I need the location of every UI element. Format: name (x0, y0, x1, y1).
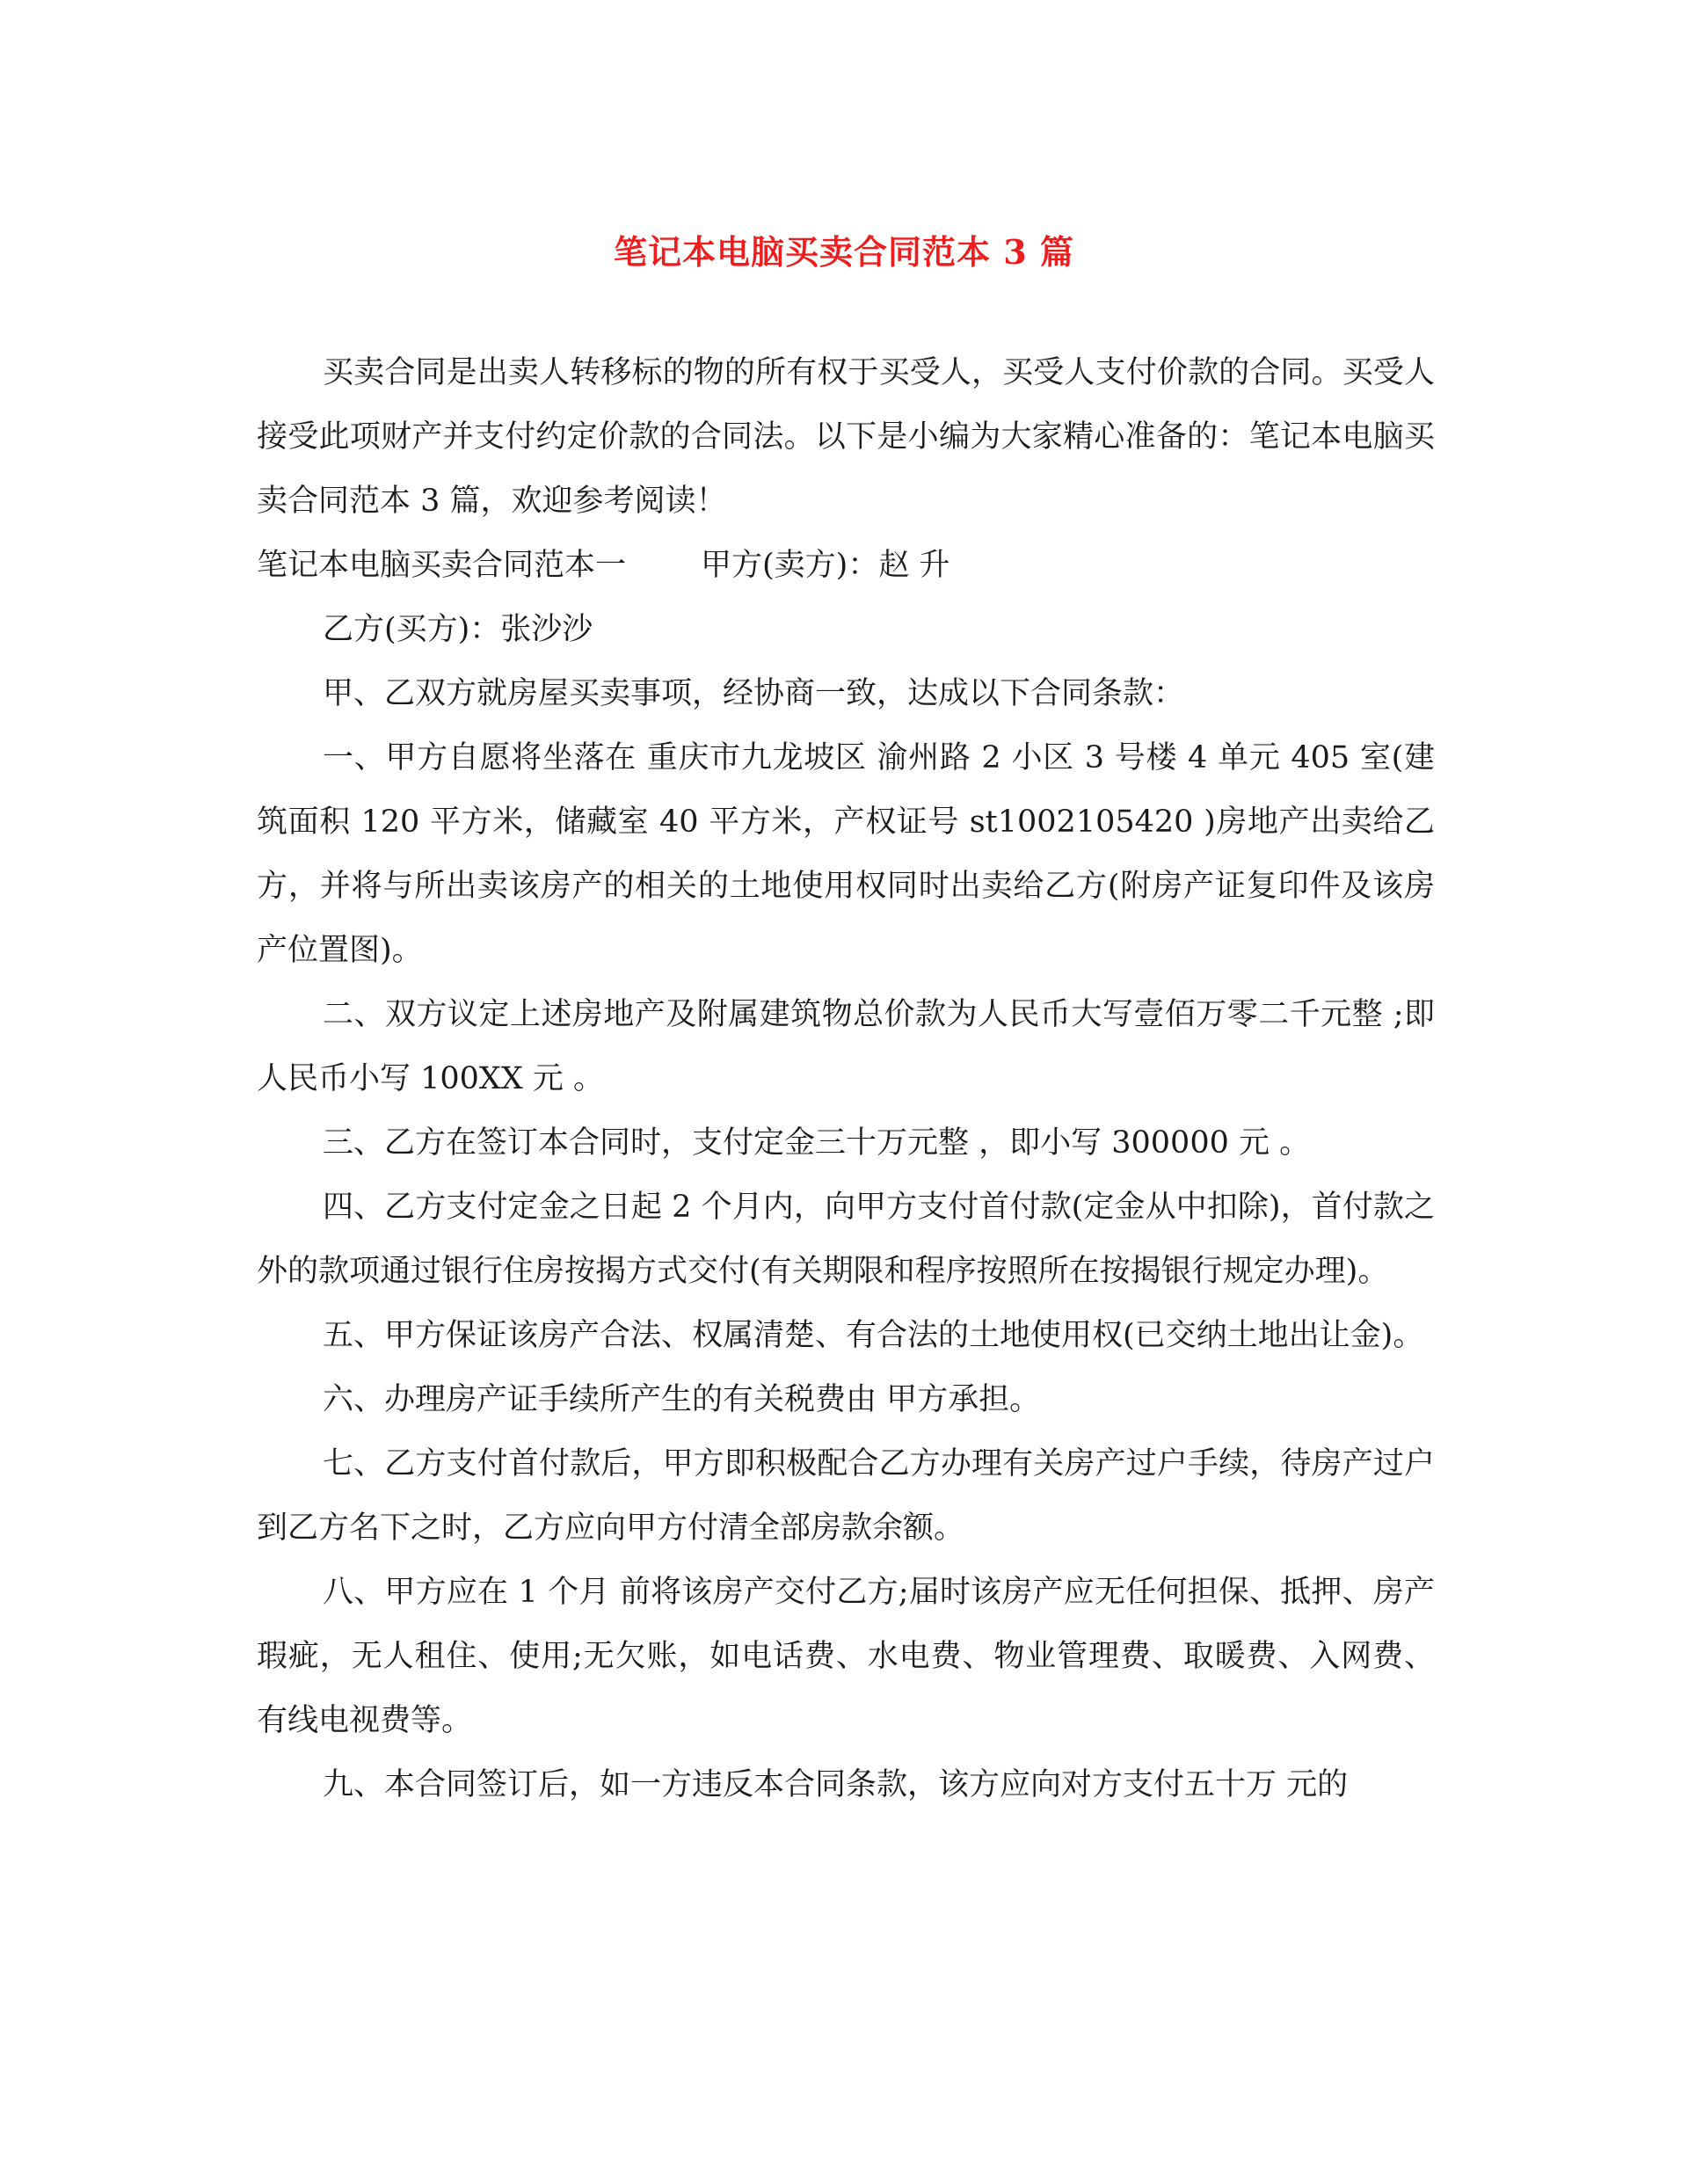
clause-3: 三、乙方在签订本合同时，支付定金三十万元整 ，即小写 300000 元 。 (323, 1125, 1311, 1161)
clause-9: 九、本合同签订后，如一方违反本合同条款，该方应向对方支付五十万 元的 (323, 1767, 1349, 1802)
document-body (257, 341, 1435, 1817)
preamble: 甲、乙双方就房屋买卖事项，经协商一致，达成以下合同条款： (323, 676, 1185, 711)
clause-1: 一、甲方自愿将坐落在 重庆市九龙坡区 渝州路 2 小区 3 号楼 4 单元 405 室(建筑面积 120 平方米，储藏室 40 平方米，产权证号 st1002105420 )房地产出卖给乙方，并将与所出卖该房产的相关的土地使用权同时出卖给乙方(附房产证复印件及该房产位置图)。 (257, 740, 1435, 968)
party-b: 乙方(买方)：张沙沙 (323, 612, 593, 647)
clause-2: 二、双方议定上述房地产及附属建筑物总价款为人民币大写壹佰万零二千元整 ;即人民币小写 100XX 元 。 (257, 997, 1435, 1096)
document-title: 笔记本电脑买卖合同范本 3 篇 (614, 232, 1074, 272)
section-heading: 笔记本电脑买卖合同范本一 (257, 548, 627, 583)
clause-8: 八、甲方应在 1 个月 前将该房产交付乙方;届时该房产应无任何担保、抵押、房产瑕疵，无人租住、使用;无欠账，如电话费、水电费、物业管理费、取暖费、入网费、有线电视费等。 (257, 1575, 1435, 1738)
clause-4: 四、乙方支付定金之日起 2 个月内，向甲方支付首付款(定金从中扣除)，首付款之外的款项通过银行住房按揭方式交付(有关期限和程序按照所在按揭银行规定办理)。 (257, 1190, 1435, 1289)
intro-paragraph: 买卖合同是出卖人转移标的物的所有权于买受人，买受人支付价款的合同。买受人接受此项财产并支付约定价款的合同法。以下是小编为大家精心准备的：笔记本电脑买卖合同范本 3 篇，欢迎参考阅读！ (257, 355, 1435, 519)
section-heading-line (257, 534, 1435, 598)
clause-6: 六、办理房产证手续所产生的有关税费由 甲方承担。 (323, 1382, 1041, 1417)
party-a: 甲方(卖方)：赵 升 (701, 548, 950, 583)
clause-7: 七、乙方支付首付款后，甲方即积极配合乙方办理有关房产过户手续，待房产过户到乙方名下之时，乙方应向甲方付清全部房款余额。 (257, 1446, 1435, 1546)
clause-5: 五、甲方保证该房产合法、权属清楚、有合法的土地使用权(已交纳土地出让金)。 (323, 1318, 1424, 1353)
